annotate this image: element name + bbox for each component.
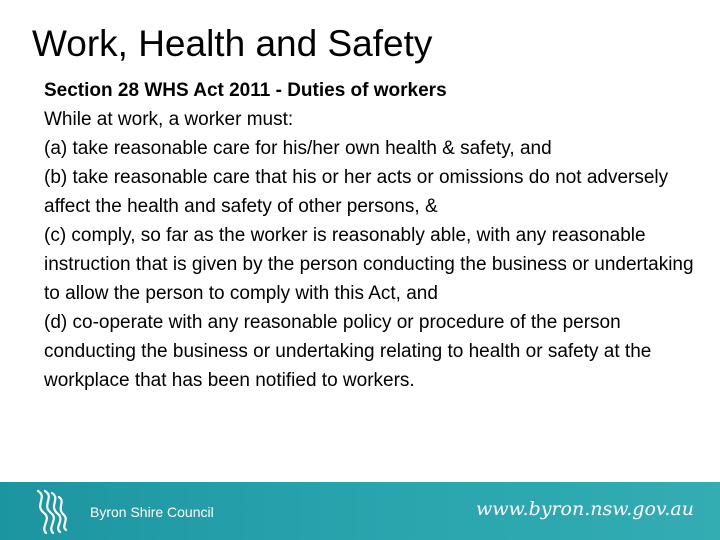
wave-logo-icon [28,487,76,535]
duty-item-c: (c) comply, so far as the worker is reasonably able, with any reasonable instruction that is given by the person conducting the business or undertaking to allow the person to comply with this Act, and [44,225,694,304]
duty-item-d: (d) co-operate with any reasonable policy or procedure of the person conducting the business or undertaking relating to health or safety at the workplace that has been notified to workers. [44,312,652,391]
organization-name: Byron Shire Council [90,504,214,520]
slide-body [44,76,704,395]
duty-item-a: (a) take reasonable care for his/her own health & safety, and [44,138,552,159]
duty-item-b: (b) take reasonable care that his or her acts or omissions do not adversely affect the health and safety of other persons, & [44,167,669,217]
intro-text: While at work, a worker must: [44,109,294,130]
section-heading: Section 28 WHS Act 2011 - Duties of workers [44,80,447,101]
footer-bar [0,482,720,540]
page-title: Work, Health and Safety [32,23,433,64]
website-link[interactable]: www.byron.nsw.gov.au [476,498,694,520]
